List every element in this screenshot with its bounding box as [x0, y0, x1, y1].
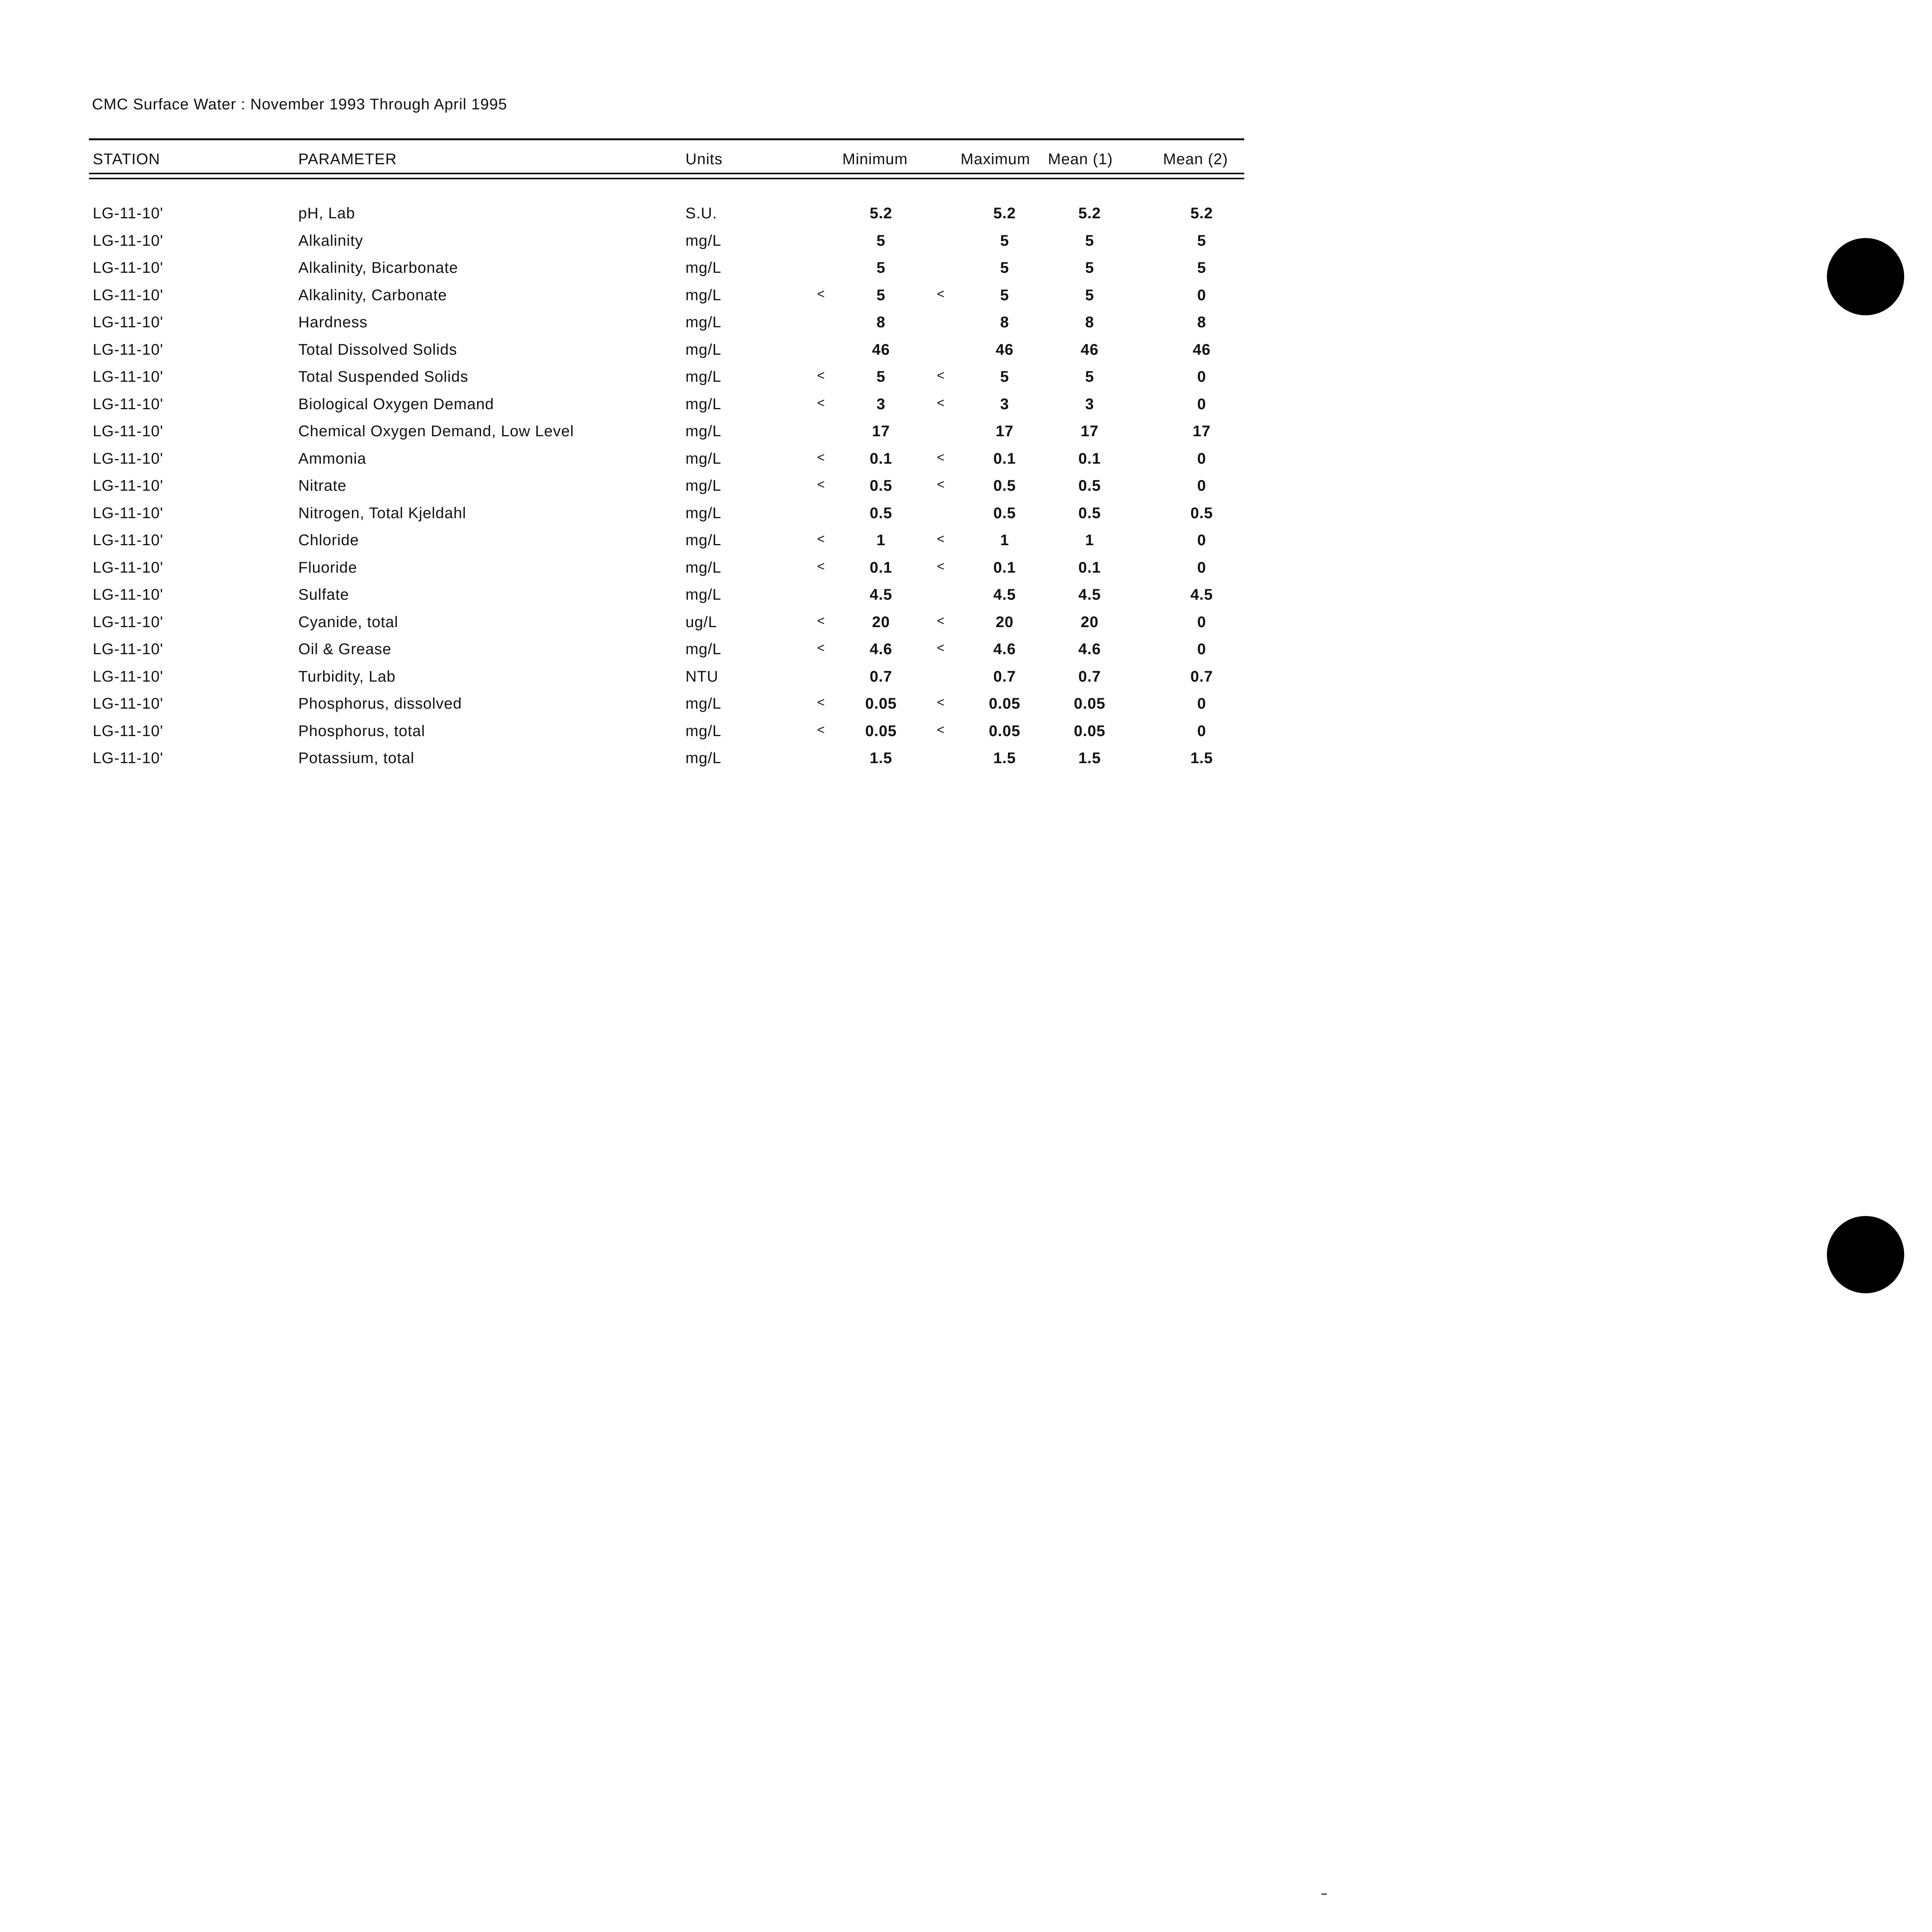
maximum-value: 20 — [995, 614, 1014, 631]
column-header-maximum: Maximum — [961, 151, 1031, 168]
units-cell: mg/L — [685, 532, 721, 549]
units-cell: mg/L — [685, 423, 721, 440]
table-row — [0, 423, 1275, 446]
units-cell: mg/L — [685, 559, 721, 576]
document-title: CMC Surface Water : November 1993 Through April 1995 — [92, 96, 507, 113]
maximum-value: 1.5 — [993, 750, 1016, 767]
minimum-value: 5 — [876, 368, 886, 385]
maximum-value: 5 — [1000, 259, 1009, 276]
maximum-value: 8 — [1000, 314, 1009, 331]
maximum-qualifier: < — [937, 396, 945, 410]
minimum-qualifier: < — [817, 396, 825, 410]
maximum-value: 5.2 — [993, 205, 1016, 222]
mean1-value: 17 — [1080, 423, 1099, 440]
station-cell: LG-11-10' — [93, 505, 163, 522]
scan-speck — [1321, 1893, 1327, 1895]
table-row — [0, 396, 1275, 419]
mean2-value: 0 — [1197, 723, 1206, 740]
mean1-value: 46 — [1080, 341, 1099, 358]
parameter-cell: Sulfate — [298, 586, 349, 603]
parameter-cell: Ammonia — [298, 450, 366, 467]
maximum-value: 0.05 — [989, 695, 1020, 712]
minimum-value: 0.05 — [865, 723, 897, 740]
maximum-value: 4.6 — [993, 641, 1016, 658]
minimum-value: 20 — [872, 614, 890, 631]
units-cell: mg/L — [685, 477, 721, 494]
station-cell: LG-11-10' — [93, 314, 163, 331]
table-row — [0, 205, 1275, 228]
units-cell: mg/L — [685, 723, 721, 740]
mean1-value: 1.5 — [1078, 750, 1101, 767]
station-cell: LG-11-10' — [93, 586, 163, 603]
station-cell: LG-11-10' — [93, 614, 163, 631]
maximum-value: 0.7 — [993, 668, 1016, 685]
maximum-qualifier: < — [937, 532, 945, 546]
mean1-value: 4.5 — [1078, 586, 1101, 603]
units-cell: mg/L — [685, 695, 721, 712]
parameter-cell: Phosphorus, total — [298, 723, 425, 740]
minimum-value: 5 — [876, 259, 886, 276]
parameter-cell: Turbidity, Lab — [298, 668, 396, 685]
maximum-value: 46 — [995, 341, 1014, 358]
table-row — [0, 314, 1275, 337]
mean1-value: 0.7 — [1078, 668, 1101, 685]
maximum-value: 5 — [1000, 232, 1009, 249]
minimum-value: 0.5 — [869, 477, 893, 494]
table-row — [0, 232, 1275, 255]
mean1-value: 8 — [1085, 314, 1094, 331]
units-cell: mg/L — [685, 396, 721, 413]
mean2-value: 0 — [1197, 641, 1206, 658]
minimum-qualifier: < — [817, 450, 825, 465]
maximum-value: 17 — [995, 423, 1014, 440]
maximum-qualifier: < — [937, 368, 945, 383]
minimum-qualifier: < — [817, 287, 825, 301]
units-cell: mg/L — [685, 287, 721, 304]
mean2-value: 5 — [1197, 232, 1206, 249]
mean2-value: 0 — [1197, 368, 1206, 385]
station-cell: LG-11-10' — [93, 368, 163, 385]
minimum-value: 0.1 — [869, 559, 893, 576]
station-cell: LG-11-10' — [93, 396, 163, 413]
table-row — [0, 559, 1275, 582]
units-cell: NTU — [685, 668, 719, 685]
minimum-value: 0.1 — [869, 450, 893, 467]
mean1-value: 0.5 — [1078, 505, 1101, 522]
minimum-value: 5.2 — [869, 205, 893, 222]
parameter-cell: Alkalinity, Bicarbonate — [298, 259, 458, 276]
maximum-value: 3 — [1000, 396, 1009, 413]
maximum-value: 0.5 — [993, 477, 1016, 494]
units-cell: mg/L — [685, 450, 721, 467]
table-row — [0, 532, 1275, 555]
parameter-cell: Alkalinity, Carbonate — [298, 287, 447, 304]
station-cell: LG-11-10' — [93, 641, 163, 658]
table-row — [0, 341, 1275, 364]
minimum-value: 46 — [872, 341, 890, 358]
minimum-qualifier: < — [817, 368, 825, 383]
mean1-value: 5 — [1085, 232, 1094, 249]
station-cell: LG-11-10' — [93, 559, 163, 576]
maximum-qualifier: < — [937, 723, 945, 737]
table-row — [0, 505, 1275, 528]
mean2-value: 8 — [1197, 314, 1206, 331]
mean1-value: 1 — [1085, 532, 1094, 549]
maximum-value: 0.05 — [989, 723, 1020, 740]
mean1-value: 0.05 — [1074, 723, 1105, 740]
table-row — [0, 586, 1275, 609]
mean2-value: 1.5 — [1190, 750, 1213, 767]
mean1-value: 5 — [1085, 368, 1094, 385]
column-header-units: Units — [685, 151, 723, 168]
mean1-value: 3 — [1085, 396, 1094, 413]
parameter-cell: Alkalinity — [298, 232, 363, 249]
column-header-station: STATION — [93, 151, 160, 168]
station-cell: LG-11-10' — [93, 259, 163, 276]
parameter-cell: Total Suspended Solids — [298, 368, 469, 385]
table-row — [0, 614, 1275, 637]
minimum-value: 1 — [876, 532, 886, 549]
mean2-value: 0 — [1197, 614, 1206, 631]
parameter-cell: Hardness — [298, 314, 368, 331]
minimum-qualifier: < — [817, 532, 825, 546]
column-header-mean2: Mean (2) — [1163, 151, 1228, 168]
parameter-cell: Fluoride — [298, 559, 357, 576]
parameter-cell: Phosphorus, dissolved — [298, 695, 462, 712]
maximum-qualifier: < — [937, 559, 945, 574]
mean2-value: 0.5 — [1190, 505, 1213, 522]
header-rule-bottom — [89, 173, 1244, 174]
parameter-cell: Oil & Grease — [298, 641, 391, 658]
minimum-value: 4.6 — [869, 641, 893, 658]
minimum-value: 4.5 — [869, 586, 893, 603]
mean1-value: 0.1 — [1078, 450, 1101, 467]
station-cell: LG-11-10' — [93, 668, 163, 685]
mean2-value: 46 — [1192, 341, 1211, 358]
mean1-value: 5 — [1085, 259, 1094, 276]
maximum-qualifier: < — [937, 287, 945, 301]
maximum-value: 0.1 — [993, 559, 1016, 576]
units-cell: mg/L — [685, 505, 721, 522]
units-cell: mg/L — [685, 341, 721, 358]
station-cell: LG-11-10' — [93, 423, 163, 440]
minimum-value: 0.5 — [869, 505, 893, 522]
header-rule-top — [89, 138, 1244, 140]
minimum-qualifier: < — [817, 695, 825, 710]
mean2-value: 0 — [1197, 450, 1206, 467]
mean2-value: 0 — [1197, 695, 1206, 712]
mean2-value: 0.7 — [1190, 668, 1213, 685]
mean1-value: 0.5 — [1078, 477, 1101, 494]
maximum-value: 4.5 — [993, 586, 1016, 603]
table-row — [0, 723, 1275, 746]
units-cell: mg/L — [685, 368, 721, 385]
parameter-cell: Chloride — [298, 532, 359, 549]
mean2-value: 0 — [1197, 477, 1206, 494]
station-cell: LG-11-10' — [93, 750, 163, 767]
minimum-qualifier: < — [817, 614, 825, 628]
maximum-qualifier: < — [937, 641, 945, 655]
minimum-qualifier: < — [817, 641, 825, 655]
parameter-cell: Biological Oxygen Demand — [298, 396, 494, 413]
parameter-cell: Nitrogen, Total Kjeldahl — [298, 505, 466, 522]
parameter-cell: Potassium, total — [298, 750, 415, 767]
station-cell: LG-11-10' — [93, 341, 163, 358]
station-cell: LG-11-10' — [93, 205, 163, 222]
minimum-qualifier: < — [817, 559, 825, 574]
minimum-value: 8 — [876, 314, 886, 331]
header-rule-bottom-double — [89, 178, 1244, 179]
station-cell: LG-11-10' — [93, 532, 163, 549]
mean2-value: 17 — [1192, 423, 1211, 440]
table-row — [0, 287, 1275, 310]
parameter-cell: Total Dissolved Solids — [298, 341, 457, 358]
mean1-value: 20 — [1080, 614, 1099, 631]
maximum-value: 1 — [1000, 532, 1009, 549]
parameter-cell: Nitrate — [298, 477, 347, 494]
maximum-value: 5 — [1000, 368, 1009, 385]
mean1-value: 5 — [1085, 287, 1094, 304]
maximum-qualifier: < — [937, 477, 945, 492]
mean2-value: 0 — [1197, 532, 1206, 549]
minimum-value: 5 — [876, 232, 886, 249]
minimum-qualifier: < — [817, 723, 825, 737]
maximum-value: 0.1 — [993, 450, 1016, 467]
units-cell: S.U. — [685, 205, 717, 222]
parameter-cell: Cyanide, total — [298, 614, 398, 631]
minimum-qualifier: < — [817, 477, 825, 492]
minimum-value: 0.05 — [865, 695, 897, 712]
mean2-value: 0 — [1197, 396, 1206, 413]
parameter-cell: pH, Lab — [298, 205, 355, 222]
units-cell: mg/L — [685, 314, 721, 331]
maximum-value: 0.5 — [993, 505, 1016, 522]
column-header-minimum: Minimum — [842, 151, 908, 168]
mean2-value: 5.2 — [1190, 205, 1213, 222]
mean1-value: 5.2 — [1078, 205, 1101, 222]
station-cell: LG-11-10' — [93, 477, 163, 494]
maximum-qualifier: < — [937, 614, 945, 628]
maximum-qualifier: < — [937, 695, 945, 710]
units-cell: mg/L — [685, 259, 721, 276]
mean2-value: 4.5 — [1190, 586, 1213, 603]
units-cell: mg/L — [685, 586, 721, 603]
table-row — [0, 368, 1275, 391]
punch-hole-middle — [1827, 1216, 1904, 1293]
table-row — [0, 695, 1275, 718]
table-row — [0, 477, 1275, 500]
maximum-value: 5 — [1000, 287, 1009, 304]
units-cell: ug/L — [685, 614, 717, 631]
punch-hole-top — [1827, 238, 1904, 315]
minimum-value: 5 — [876, 287, 886, 304]
table-row — [0, 450, 1275, 473]
mean2-value: 0 — [1197, 559, 1206, 576]
station-cell: LG-11-10' — [93, 723, 163, 740]
table-row — [0, 668, 1275, 691]
column-header-mean1: Mean (1) — [1048, 151, 1113, 168]
mean1-value: 0.05 — [1074, 695, 1105, 712]
minimum-value: 17 — [872, 423, 890, 440]
table-row — [0, 641, 1275, 664]
station-cell: LG-11-10' — [93, 232, 163, 249]
mean1-value: 0.1 — [1078, 559, 1101, 576]
minimum-value: 1.5 — [869, 750, 893, 767]
minimum-value: 0.7 — [869, 668, 893, 685]
table-row — [0, 750, 1275, 773]
station-cell: LG-11-10' — [93, 695, 163, 712]
mean2-value: 5 — [1197, 259, 1206, 276]
units-cell: mg/L — [685, 750, 721, 767]
parameter-cell: Chemical Oxygen Demand, Low Level — [298, 423, 574, 440]
maximum-qualifier: < — [937, 450, 945, 465]
station-cell: LG-11-10' — [93, 450, 163, 467]
station-cell: LG-11-10' — [93, 287, 163, 304]
units-cell: mg/L — [685, 641, 721, 658]
table-row — [0, 259, 1275, 282]
mean1-value: 4.6 — [1078, 641, 1101, 658]
mean2-value: 0 — [1197, 287, 1206, 304]
minimum-value: 3 — [876, 396, 886, 413]
column-header-parameter: PARAMETER — [298, 151, 397, 168]
units-cell: mg/L — [685, 232, 721, 249]
